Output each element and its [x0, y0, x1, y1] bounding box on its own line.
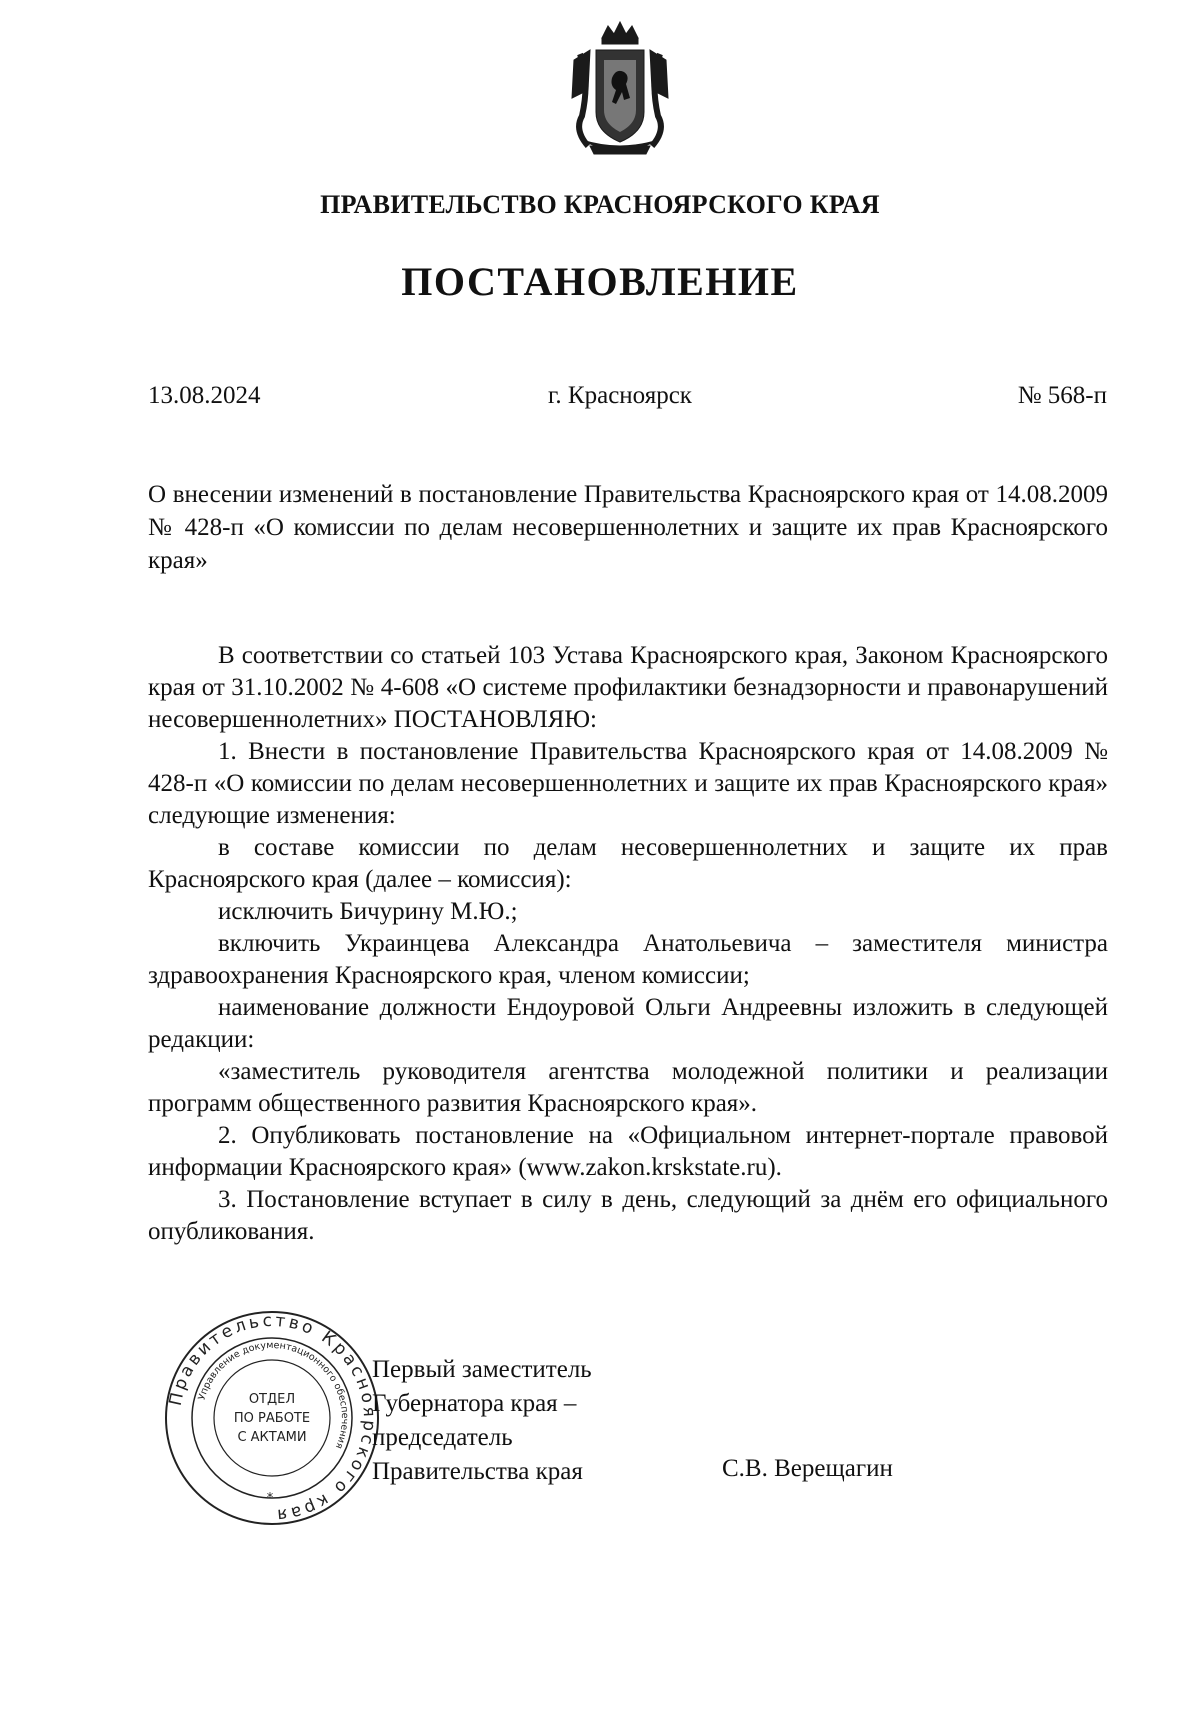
official-stamp-icon — [162, 1308, 382, 1528]
body-paragraph: 3. Постановление вступает в силу в день, следующий за днём его официального опубликования. — [148, 1186, 1108, 1245]
krasnoyarsk-krai-coat-of-arms-icon — [560, 20, 680, 160]
body-paragraph: наименование должности Ендоуровой Ольги Андреевны изложить в следующей редакции: — [148, 994, 1108, 1053]
document-subject: О внесении изменений в постановление Правительства Красноярского края от 14.08.2009 № 428-п «О комиссии по делам несовершеннолетних и защите их прав Красноярского края» — [148, 481, 1108, 574]
stamp-inner-text: Управление документационного обеспечения — [196, 1339, 351, 1451]
document-body — [148, 640, 1108, 1248]
stamp-center-line: ПО РАБОТЕ — [233, 1411, 311, 1426]
signatory-position-line: Первый заместитель — [372, 1356, 592, 1383]
body-paragraph: включить Украинцева Александра Анатольевича – заместителя министра здравоохранения Красноярского края, членом комиссии; — [148, 930, 1108, 989]
signatory-position-line: Губернатора края – — [372, 1390, 577, 1417]
signatory-position-line: председатель — [372, 1424, 513, 1451]
body-paragraph: 2. Опубликовать постановление на «Официальном интернет-портале правовой информации Красноярского края» (www.zakon.krskstate.ru). — [148, 1122, 1108, 1181]
signatory-name: С.В. Верещагин — [722, 1455, 893, 1482]
stamp-outer-text: Правительство Красноярского края — [165, 1310, 380, 1526]
body-paragraph: «заместитель руководителя агентства молодежной политики и реализации программ общественного развития Красноярского края». — [148, 1058, 1108, 1117]
body-paragraph: исключить Бичурину М.Ю.; — [218, 898, 518, 925]
stamp-center-line: ОТДЕЛ — [248, 1392, 296, 1407]
body-paragraph: В соответствии со статьей 103 Устава Красноярского края, Законом Красноярского края от 31.10.2002 № 4-608 «О системе профилактики безнадзорности и правонарушений несовершеннолетних» ПОСТАНОВЛЯЮ: — [148, 642, 1108, 733]
document-type-title: ПОСТАНОВЛЕНИЕ — [401, 259, 799, 304]
signatory-position — [372, 1353, 592, 1489]
svg-text:*: * — [266, 1491, 274, 1506]
stamp-center-line: С АКТАМИ — [237, 1430, 307, 1445]
document-city: г. Красноярск — [548, 382, 692, 409]
government-title: ПРАВИТЕЛЬСТВО КРАСНОЯРСКОГО КРАЯ — [320, 190, 880, 219]
document-date: 13.08.2024 — [148, 382, 261, 409]
body-paragraph: в составе комиссии по делам несовершеннолетних и защите их прав Красноярского края (далее – комиссия): — [148, 834, 1108, 893]
document-number: № 568-п — [1017, 382, 1107, 409]
signatory-position-line: Правительства края — [372, 1458, 583, 1485]
body-paragraph: 1. Внести в постановление Правительства Красноярского края от 14.08.2009 № 428-п «О комиссии по делам несовершеннолетних и защите их прав Красноярского края» следующие изменения: — [148, 738, 1108, 829]
